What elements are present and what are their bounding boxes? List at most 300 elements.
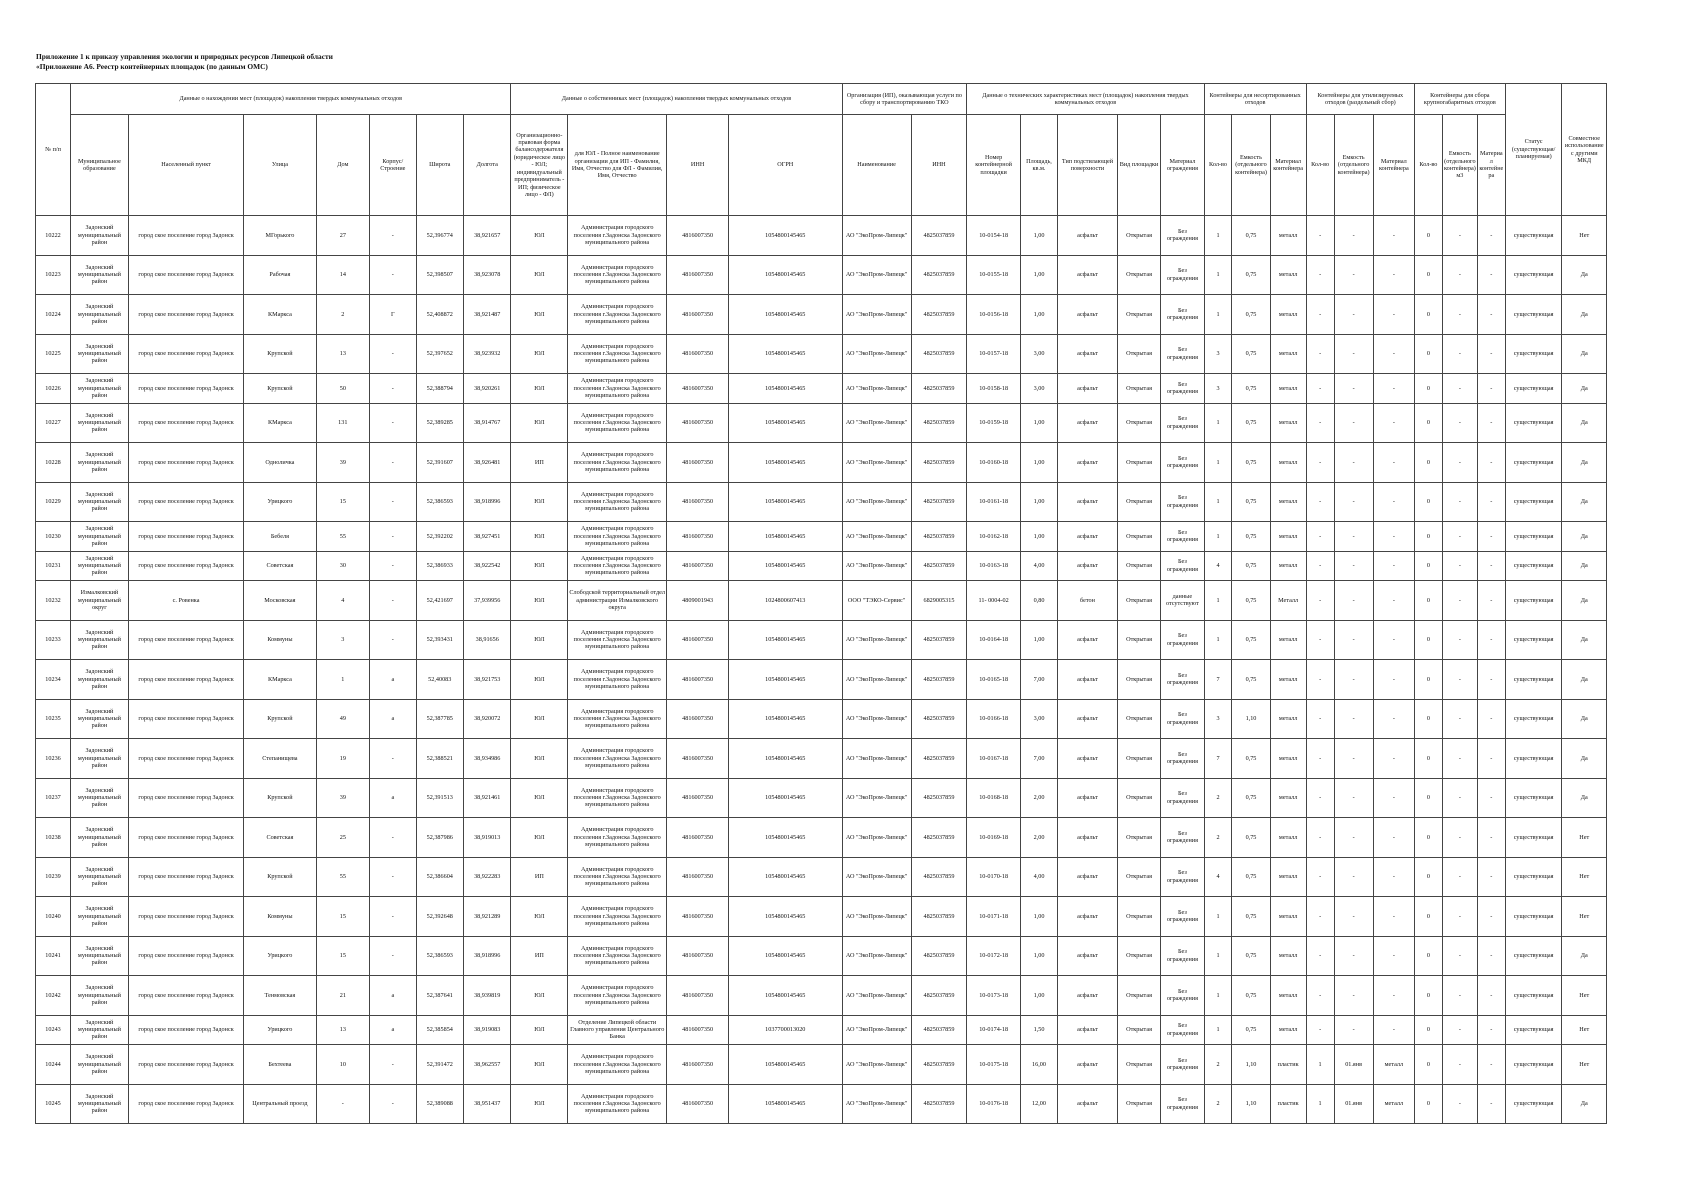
cell-unsorted-qty: 1 [1204, 255, 1232, 295]
cell-unsorted-mat: металл [1270, 443, 1306, 483]
table-row [36, 551, 1607, 581]
cell-site-no: 10-0158-18 [967, 374, 1021, 404]
cell-lat: 52,386593 [416, 482, 463, 522]
cell-area: 16,00 [1020, 1045, 1057, 1085]
cell-fence: Без ограждения [1161, 334, 1204, 374]
cell-house: 3 [316, 620, 370, 660]
cell-owner-ogrn: 1054800145465 [729, 1084, 842, 1124]
cell-municipality: Задонский муниципальный район [71, 295, 129, 335]
cell-operator-inn: 4825037859 [911, 374, 967, 404]
cell-area: 2,00 [1020, 818, 1057, 858]
cell-site-type: Открытая [1117, 620, 1160, 660]
cell-lon: 38,921657 [463, 216, 511, 256]
cell-shared: Нет [1562, 976, 1607, 1016]
cell-shared: Да [1562, 482, 1607, 522]
cell-bulky-mat: - [1477, 897, 1505, 937]
cell-operator-inn: 4825037859 [911, 1084, 967, 1124]
cell-owner-inn: 4816007350 [667, 660, 729, 700]
cell-operator-inn: 4825037859 [911, 936, 967, 976]
cell-fence: данные отсутствуют [1161, 581, 1204, 621]
cell-unsorted-cap: 0,75 [1232, 857, 1270, 897]
cell-fence: Без ограждения [1161, 660, 1204, 700]
cell-settlement: город ское поселение город Задонск [128, 403, 244, 443]
col-settlement: Населенный пункт [128, 115, 244, 216]
cell-owner-inn: 4816007350 [667, 936, 729, 976]
cell-bulky-mat: - [1477, 620, 1505, 660]
cell-house: 14 [316, 255, 370, 295]
cell-recyclable-qty: - [1306, 778, 1334, 818]
cell-recyclable-qty: - [1306, 739, 1334, 779]
cell-operator-inn: 4825037859 [911, 255, 967, 295]
cell-lat: 52,388794 [416, 374, 463, 404]
cell-settlement: город ское поселение город Задонск [128, 739, 244, 779]
cell-owner-inn: 4816007350 [667, 620, 729, 660]
cell-recyclable-mat: - [1373, 739, 1414, 779]
cell-num: 10234 [36, 660, 71, 700]
cell-shared: Да [1562, 1084, 1607, 1124]
group-recyclable: Контейнеры для утилизируемых отходов (раздельный сбор) [1306, 84, 1414, 115]
cell-recyclable-mat: - [1373, 295, 1414, 335]
cell-recyclable-qty: 1 [1306, 1045, 1334, 1085]
col-site-type: Вид площадки [1117, 115, 1160, 216]
cell-bulky-qty: 0 [1414, 255, 1442, 295]
cell-recyclable-cap: - [1334, 295, 1373, 335]
cell-status: существующая [1505, 739, 1562, 779]
cell-status: существующая [1505, 699, 1562, 739]
cell-owner-ogrn: 1054800145465 [729, 374, 842, 404]
cell-lon: 38,923932 [463, 334, 511, 374]
cell-site-type: Открытая [1117, 897, 1160, 937]
cell-lat: 52,392648 [416, 897, 463, 937]
col-municipality: Муниципальное образование [71, 115, 129, 216]
cell-fence: Без ограждения [1161, 699, 1204, 739]
cell-recyclable-mat: - [1373, 334, 1414, 374]
cell-unsorted-mat: металл [1270, 374, 1306, 404]
table-row [36, 778, 1607, 818]
cell-fence: Без ограждения [1161, 255, 1204, 295]
cell-status: существующая [1505, 482, 1562, 522]
cell-bulky-mat: - [1477, 976, 1505, 1016]
cell-lon: 38,920261 [463, 374, 511, 404]
cell-surface: асфальт [1058, 334, 1118, 374]
cell-recyclable-mat: - [1373, 403, 1414, 443]
cell-site-no: 10-0156-18 [967, 295, 1021, 335]
cell-area: 1,00 [1020, 255, 1057, 295]
cell-settlement: город ское поселение город Задонск [128, 482, 244, 522]
cell-operator-inn: 4825037859 [911, 1045, 967, 1085]
cell-status: существующая [1505, 374, 1562, 404]
cell-unsorted-qty: 1 [1204, 581, 1232, 621]
cell-legal-form: ЮЛ [511, 699, 568, 739]
cell-bulky-qty: 0 [1414, 1084, 1442, 1124]
table-row [36, 897, 1607, 937]
cell-shared: Да [1562, 255, 1607, 295]
cell-legal-form: ЮЛ [511, 374, 568, 404]
cell-legal-form: ЮЛ [511, 551, 568, 581]
cell-site-type: Открытая [1117, 522, 1160, 552]
cell-recyclable-cap: - [1334, 620, 1373, 660]
cell-num: 10243 [36, 1015, 71, 1045]
cell-owner-inn: 4816007350 [667, 818, 729, 858]
cell-municipality: Задонский муниципальный район [71, 818, 129, 858]
cell-lat: 52,386933 [416, 551, 463, 581]
cell-unsorted-mat: металл [1270, 897, 1306, 937]
cell-building: - [370, 857, 416, 897]
cell-settlement: город ское поселение город Задонск [128, 660, 244, 700]
cell-bulky-qty: 0 [1414, 976, 1442, 1016]
cell-lon: 38,926481 [463, 443, 511, 483]
group-unsorted: Контейнеры для несортированных отходов [1204, 84, 1306, 115]
cell-site-type: Открытая [1117, 443, 1160, 483]
cell-num: 10231 [36, 551, 71, 581]
cell-owner-inn: 4816007350 [667, 778, 729, 818]
cell-site-type: Открытая [1117, 739, 1160, 779]
cell-num: 10235 [36, 699, 71, 739]
cell-operator-name: АО "ЭкоПром-Липецк" [842, 255, 911, 295]
cell-num: 10238 [36, 818, 71, 858]
cell-municipality: Задонский муниципальный район [71, 699, 129, 739]
cell-house: 13 [316, 334, 370, 374]
cell-lat: 52,389088 [416, 1084, 463, 1124]
cell-unsorted-cap: 1,10 [1232, 1084, 1270, 1124]
cell-lon: 38,91656 [463, 620, 511, 660]
cell-site-no: 10-0157-18 [967, 334, 1021, 374]
cell-bulky-cap: - [1442, 818, 1477, 858]
cell-site-type: Открытая [1117, 936, 1160, 976]
cell-municipality: Измалковский муниципальный округ [71, 581, 129, 621]
cell-site-no: 10-0173-18 [967, 976, 1021, 1016]
cell-settlement: город ское поселение город Задонск [128, 334, 244, 374]
cell-settlement: город ское поселение город Задонск [128, 443, 244, 483]
cell-recyclable-qty: - [1306, 897, 1334, 937]
cell-owner-inn: 4816007350 [667, 482, 729, 522]
table-row [36, 1084, 1607, 1124]
col-building: Корпус/Строение [370, 115, 416, 216]
cell-bulky-qty: 0 [1414, 403, 1442, 443]
cell-shared: Да [1562, 620, 1607, 660]
cell-site-no: 10-0176-18 [967, 1084, 1021, 1124]
cell-settlement: город ское поселение город Задонск [128, 620, 244, 660]
cell-site-no: 10-0159-18 [967, 403, 1021, 443]
cell-lon: 38,934986 [463, 739, 511, 779]
cell-fence: Без ограждения [1161, 443, 1204, 483]
cell-site-no: 10-0175-18 [967, 1045, 1021, 1085]
cell-unsorted-mat: металл [1270, 936, 1306, 976]
cell-lat: 52,391472 [416, 1045, 463, 1085]
cell-municipality: Задонский муниципальный район [71, 522, 129, 552]
cell-recyclable-qty: - [1306, 551, 1334, 581]
cell-bulky-cap: - [1442, 295, 1477, 335]
cell-recyclable-qty: - [1306, 255, 1334, 295]
cell-status: существующая [1505, 818, 1562, 858]
cell-municipality: Задонский муниципальный район [71, 334, 129, 374]
cell-street: Крупской [244, 778, 316, 818]
cell-owner-name: Администрация городского поселения г.Задонска Задонского муниципального района [568, 295, 667, 335]
table-body [36, 216, 1607, 1124]
cell-legal-form: ЮЛ [511, 581, 568, 621]
cell-site-type: Открытая [1117, 660, 1160, 700]
col-recyclable-qty: Кол-во [1306, 115, 1334, 216]
cell-bulky-qty: 0 [1414, 482, 1442, 522]
cell-street: Центральный проезд [244, 1084, 316, 1124]
cell-owner-name: Администрация городского поселения г.Задонска Задонского муниципального района [568, 857, 667, 897]
col-owner-ogrn: ОГРН [729, 115, 842, 216]
cell-legal-form: ИП [511, 936, 568, 976]
cell-shared: Да [1562, 334, 1607, 374]
cell-bulky-mat: - [1477, 334, 1505, 374]
cell-lat: 52,391607 [416, 443, 463, 483]
cell-street: Крупской [244, 699, 316, 739]
cell-unsorted-cap: 0,75 [1232, 551, 1270, 581]
cell-house: 15 [316, 897, 370, 937]
cell-site-no: 10-0172-18 [967, 936, 1021, 976]
cell-recyclable-cap: - [1334, 551, 1373, 581]
cell-bulky-cap: - [1442, 976, 1477, 1016]
cell-unsorted-cap: 0,75 [1232, 778, 1270, 818]
cell-bulky-mat: - [1477, 522, 1505, 552]
cell-building: - [370, 818, 416, 858]
cell-bulky-cap: - [1442, 403, 1477, 443]
col-num: № п/п [36, 84, 71, 216]
cell-owner-inn: 4816007350 [667, 1084, 729, 1124]
cell-site-no: 10-0166-18 [967, 699, 1021, 739]
cell-unsorted-cap: 0,75 [1232, 255, 1270, 295]
cell-bulky-cap: - [1442, 897, 1477, 937]
cell-street: КМаркса [244, 660, 316, 700]
cell-lat: 52,393431 [416, 620, 463, 660]
cell-surface: асфальт [1058, 818, 1118, 858]
cell-site-type: Открытая [1117, 1084, 1160, 1124]
cell-bulky-mat: - [1477, 443, 1505, 483]
cell-owner-name: Администрация городского поселения г.Задонска Задонского муниципального района [568, 443, 667, 483]
cell-shared: Нет [1562, 216, 1607, 256]
cell-owner-ogrn: 1054800145465 [729, 976, 842, 1016]
cell-operator-name: АО "ЭкоПром-Липецк" [842, 739, 911, 779]
cell-legal-form: ЮЛ [511, 620, 568, 660]
cell-surface: асфальт [1058, 739, 1118, 779]
cell-owner-inn: 4816007350 [667, 295, 729, 335]
cell-owner-inn: 4816007350 [667, 857, 729, 897]
cell-lat: 52,386593 [416, 936, 463, 976]
cell-settlement: город ское поселение город Задонск [128, 1045, 244, 1085]
cell-bulky-mat: - [1477, 1045, 1505, 1085]
cell-house: 30 [316, 551, 370, 581]
cell-bulky-qty: 0 [1414, 334, 1442, 374]
cell-operator-name: АО "ЭкоПром-Липецк" [842, 699, 911, 739]
cell-bulky-mat: - [1477, 255, 1505, 295]
cell-recyclable-cap: - [1334, 522, 1373, 552]
cell-owner-name: Администрация городского поселения г.Задонска Задонского муниципального района [568, 699, 667, 739]
cell-operator-inn: 6829005315 [911, 581, 967, 621]
cell-recyclable-mat: - [1373, 216, 1414, 256]
cell-unsorted-cap: 0,75 [1232, 522, 1270, 552]
cell-recyclable-cap: - [1334, 482, 1373, 522]
cell-site-type: Открытая [1117, 976, 1160, 1016]
cell-owner-ogrn: 1054800145465 [729, 620, 842, 660]
cell-bulky-cap: - [1442, 216, 1477, 256]
cell-operator-name: АО "ЭкоПром-Липецк" [842, 443, 911, 483]
cell-surface: асфальт [1058, 443, 1118, 483]
cell-shared: Да [1562, 522, 1607, 552]
cell-owner-inn: 4816007350 [667, 216, 729, 256]
cell-owner-inn: 4816007350 [667, 443, 729, 483]
cell-lon: 38,920072 [463, 699, 511, 739]
cell-recyclable-mat: металл [1373, 1045, 1414, 1085]
cell-owner-name: Администрация городского поселения г.Задонска Задонского муниципального района [568, 976, 667, 1016]
cell-building: - [370, 551, 416, 581]
cell-unsorted-cap: 0,75 [1232, 818, 1270, 858]
cell-recyclable-cap: - [1334, 818, 1373, 858]
cell-bulky-cap: - [1442, 739, 1477, 779]
cell-legal-form: ЮЛ [511, 1084, 568, 1124]
cell-unsorted-mat: металл [1270, 255, 1306, 295]
cell-surface: асфальт [1058, 936, 1118, 976]
cell-owner-ogrn: 1054800145465 [729, 660, 842, 700]
cell-bulky-qty: 0 [1414, 374, 1442, 404]
cell-recyclable-qty: 1 [1306, 1084, 1334, 1124]
cell-building: - [370, 443, 416, 483]
cell-bulky-cap: - [1442, 1084, 1477, 1124]
cell-house: 49 [316, 699, 370, 739]
cell-owner-name: Администрация городского поселения г.Задонска Задонского муниципального района [568, 1045, 667, 1085]
cell-street: Крупской [244, 334, 316, 374]
cell-area: 7,00 [1020, 739, 1057, 779]
cell-lon: 38,922542 [463, 551, 511, 581]
cell-unsorted-cap: 1,10 [1232, 1045, 1270, 1085]
cell-operator-inn: 4825037859 [911, 1015, 967, 1045]
cell-recyclable-mat: - [1373, 551, 1414, 581]
cell-status: существующая [1505, 897, 1562, 937]
cell-operator-name: АО "ЭкоПром-Липецк" [842, 620, 911, 660]
cell-operator-name: АО "ЭкоПром-Липецк" [842, 403, 911, 443]
cell-recyclable-cap: 01.янв [1334, 1084, 1373, 1124]
cell-area: 3,00 [1020, 699, 1057, 739]
cell-status: существующая [1505, 660, 1562, 700]
cell-area: 1,50 [1020, 1015, 1057, 1045]
cell-status: существующая [1505, 778, 1562, 818]
cell-recyclable-qty: - [1306, 1015, 1334, 1045]
cell-recyclable-qty: - [1306, 295, 1334, 335]
cell-house: 39 [316, 778, 370, 818]
col-surface: Тип подстилающей поверхности [1058, 115, 1118, 216]
cell-status: существующая [1505, 1015, 1562, 1045]
col-unsorted-qty: Кол-во [1204, 115, 1232, 216]
cell-owner-ogrn: 1054800145465 [729, 255, 842, 295]
cell-owner-inn: 4816007350 [667, 976, 729, 1016]
cell-num: 10240 [36, 897, 71, 937]
cell-municipality: Задонский муниципальный район [71, 216, 129, 256]
cell-bulky-qty: 0 [1414, 620, 1442, 660]
cell-owner-inn: 4816007350 [667, 255, 729, 295]
cell-site-no: 10-0168-18 [967, 778, 1021, 818]
cell-num: 10239 [36, 857, 71, 897]
group-location: Данные о нахождении мест (площадок) накопления твердых коммунальных отходов [71, 84, 511, 115]
cell-bulky-mat: - [1477, 936, 1505, 976]
cell-site-type: Открытая [1117, 1015, 1160, 1045]
cell-num: 10226 [36, 374, 71, 404]
cell-legal-form: ЮЛ [511, 255, 568, 295]
cell-site-type: Открытая [1117, 778, 1160, 818]
cell-num: 10241 [36, 936, 71, 976]
cell-settlement: город ское поселение город Задонск [128, 255, 244, 295]
cell-unsorted-cap: 0,75 [1232, 936, 1270, 976]
cell-lat: 52,396774 [416, 216, 463, 256]
cell-building: - [370, 374, 416, 404]
cell-settlement: город ское поселение город Задонск [128, 976, 244, 1016]
cell-fence: Без ограждения [1161, 522, 1204, 552]
cell-recyclable-qty: - [1306, 976, 1334, 1016]
cell-lon: 38,962557 [463, 1045, 511, 1085]
table-row [36, 1015, 1607, 1045]
cell-bulky-cap: - [1442, 522, 1477, 552]
cell-lon: 38,918996 [463, 936, 511, 976]
cell-fence: Без ограждения [1161, 976, 1204, 1016]
cell-settlement: город ское поселение город Задонск [128, 374, 244, 404]
cell-owner-ogrn: 1054800145465 [729, 216, 842, 256]
cell-building: - [370, 739, 416, 779]
cell-unsorted-qty: 1 [1204, 976, 1232, 1016]
cell-area: 1,00 [1020, 443, 1057, 483]
cell-fence: Без ограждения [1161, 216, 1204, 256]
cell-bulky-cap: - [1442, 374, 1477, 404]
cell-recyclable-cap: - [1334, 334, 1373, 374]
cell-lon: 38,921461 [463, 778, 511, 818]
cell-unsorted-qty: 7 [1204, 739, 1232, 779]
cell-legal-form: ЮЛ [511, 216, 568, 256]
cell-owner-name: Администрация городского поселения г.Задонска Задонского муниципального района [568, 482, 667, 522]
cell-recyclable-mat: металл [1373, 1084, 1414, 1124]
cell-municipality: Задонский муниципальный район [71, 739, 129, 779]
cell-lon: 38,927451 [463, 522, 511, 552]
cell-house: 13 [316, 1015, 370, 1045]
cell-recyclable-cap: - [1334, 660, 1373, 700]
cell-street: Бехтеева [244, 1045, 316, 1085]
cell-site-type: Открытая [1117, 551, 1160, 581]
cell-owner-ogrn: 1054800145465 [729, 295, 842, 335]
col-owner-name: для ЮЛ - Полное наименование организации для ИП - Фамилия, Имя, Отчество для ФЛ - Фамилия, Имя, Отчество [568, 115, 667, 216]
cell-unsorted-mat: металл [1270, 403, 1306, 443]
cell-recyclable-cap: - [1334, 857, 1373, 897]
cell-unsorted-cap: 0,75 [1232, 403, 1270, 443]
cell-site-no: 10-0160-18 [967, 443, 1021, 483]
cell-fence: Без ограждения [1161, 374, 1204, 404]
cell-surface: асфальт [1058, 857, 1118, 897]
cell-site-type: Открытая [1117, 818, 1160, 858]
cell-shared: Да [1562, 374, 1607, 404]
table-row [36, 522, 1607, 552]
cell-site-no: 10-0162-18 [967, 522, 1021, 552]
cell-num: 10230 [36, 522, 71, 552]
cell-legal-form: ЮЛ [511, 482, 568, 522]
cell-bulky-qty: 0 [1414, 857, 1442, 897]
col-street: Улица [244, 115, 316, 216]
cell-status: существующая [1505, 295, 1562, 335]
cell-operator-name: АО "ЭкоПром-Липецк" [842, 660, 911, 700]
cell-bulky-qty: 0 [1414, 897, 1442, 937]
cell-bulky-cap: - [1442, 778, 1477, 818]
cell-lat: 52,40083 [416, 660, 463, 700]
cell-owner-inn: 4816007350 [667, 334, 729, 374]
cell-operator-name: ООО "ТЭКО-Сервис" [842, 581, 911, 621]
cell-owner-inn: 4816007350 [667, 699, 729, 739]
cell-bulky-mat: - [1477, 1015, 1505, 1045]
cell-street: Советская [244, 551, 316, 581]
cell-municipality: Задонский муниципальный район [71, 403, 129, 443]
cell-recyclable-qty: - [1306, 620, 1334, 660]
cell-unsorted-mat: металл [1270, 295, 1306, 335]
cell-bulky-cap: - [1442, 660, 1477, 700]
cell-shared: Да [1562, 739, 1607, 779]
